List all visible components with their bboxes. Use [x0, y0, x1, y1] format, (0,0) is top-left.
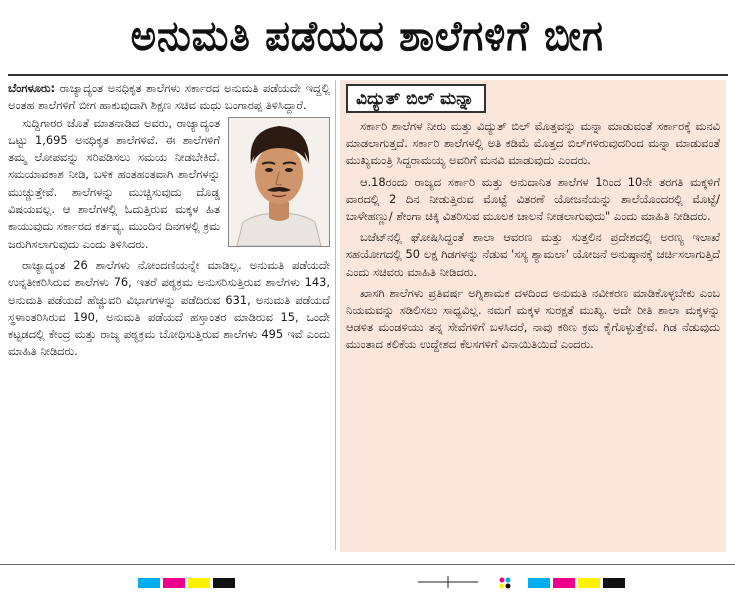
swatch-yellow [188, 578, 210, 588]
sidebar-box [340, 80, 726, 552]
swatch-black [213, 578, 235, 588]
box-paragraph-1: ಸರ್ಕಾರಿ ಶಾಲೆಗಳ ನೀರು ಮತ್ತು ವಿದ್ಯುತ್ ಬಿಲ್ ಮೊತ್ತವನ್ನು ಮನ್ನಾ ಮಾಡುವಂತೆ ಸರ್ಕಾರಕ್ಕೆ ಮನವಿ ಮಾಡಲಾಗುತ್ತದೆ. ಸರ್ಕಾರಿ ಶಾಲೆಗಳಲ್ಲಿ ಅತಿ ಕಡಿಮೆ ಮೊತ್ತದ ಬಿಲ್‌ಗಳಿರುವುದರಿಂದ ಮನ್ನಾ ಮಾಡುವಂತೆ ಮುಖ್ಯಮಂತ್ರಿ ಸಿದ್ದರಾಮಯ್ಯ ಅವರಿಗೆ ಮನವಿ ಮಾಡುವುದು ಎಂದರು. [346, 119, 720, 168]
box-paragraph-4: ಖಾಸಗಿ ಶಾಲೆಗಳು ಪ್ರತಿವರ್ಷ ಅಗ್ನಿಶಾಮಕ ದಳದಿಂದ ಅನುಮತಿ ನವೀಕರಣ ಮಾಡಿಕೊಳ್ಳಬೇಕು ಎಂಬ ನಿಯಮವನ್ನು ಸಡಿಲಿಸಲು ಸಾಧ್ಯವಿಲ್ಲ. ನಮಗೆ ಮಕ್ಕಳ ಸುರಕ್ಷತೆ ಮುಖ್ಯ. ಅದೇ ರೀತಿ ಶಾಲಾ ಮಕ್ಕಳನ್ನು ಆಡಳಿತ ಮಂಡಳಿಯು ತನ್ನ ಸೇವೆಗಳಿಗೆ ಬಳಸಿದರೆ, ನಾವು ಕಠಿಣ ಕ್ರಮ ಕೈಗೊಳ್ಳುತ್ತೇವೆ. ಗಿಡ ನೆಡುವುದು ಮುಂತಾದ ಕಲಿಕೆಯ ಉದ್ದೇಶದ ಕೆಲಸಗಳಿಗೆ ವಿನಾಯಿತಿಯಿದೆ ಎಂದರು. [346, 285, 720, 352]
dateline: ಬೆಂಗಳೂರು: [8, 81, 56, 95]
color-bar-left [138, 578, 238, 588]
swatch-magenta [553, 578, 575, 588]
column-divider [335, 80, 336, 550]
left-paragraph-3: ರಾಜ್ಯಾದ್ಯಂತ 26 ಶಾಲೆಗಳು ನೋಂದಣಿಯನ್ನೇ ಮಾಡಿಲ್ಲ. ಅನುಮತಿ ಪಡೆಯದೇ ಉನ್ನತೀಕರಿಸಿರುವ ಶಾಲೆಗಳು 76, ಇತರೆ ಪಠ್ಯಕ್ರಮ ಅನುಸರಿಸುತ್ತಿರುವ ಶಾಲೆಗಳು 143, ಅನುಮತಿ ಪಡೆಯದೆ ಹೆಚ್ಚುವರಿ ವಿಭಾಗಗಳನ್ನು ಪಡೆದಿರುವ 631, ಅನುಮತಿ ಪಡೆಯದೆ ಸ್ಥಳಾಂತರಿಸಿರುವ 190, ಅನುಮತಿ ಪಡೆಯದೆ ಹಸ್ತಾಂತರ ಮಾಡಿರುವ 15, ಒಂದೇ ಕಟ್ಟಡದಲ್ಲಿ ಕೇಂದ್ರ ಮತ್ತು ರಾಜ್ಯ ಪಠ್ಯಕ್ರಮ ಬೋಧಿಸುತ್ತಿರುವ ಶಾಲೆಗಳು 495 ಇವೆ ಎಂದು ಮಾಹಿತಿ ನೀಡಿದರು. [8, 257, 330, 359]
box-paragraph-2: ಆ.18ರಂದು ರಾಜ್ಯದ ಸರ್ಕಾರಿ ಮತ್ತು ಅನುದಾನಿತ ಶಾಲೆಗಳ 1ರಿಂದ 10ನೇ ತರಗತಿ ಮಕ್ಕಳಿಗೆ ವಾರದಲ್ಲಿ 2 ದಿನ ನೀಡುತ್ತಿರುವ ಮೊಟ್ಟೆ ವಿತರಣೆ ಯೋಜನೆಯನ್ನು ಶಾಲೆಯೊಂದರಲ್ಲಿ ಮೊಟ್ಟೆ/ ಬಾಳೇಹಣ್ಣು/ ಶೇಂಗಾ ಚಿಕ್ಕಿ ವಿತರಿಸುವ ಮೂಲಕ ಚಾಲನೆ ನೀಡಲಾಗುವುದು" ಎಂದು ಮಾಹಿತಿ ನೀಡಿದರು. [346, 174, 720, 224]
swatch-magenta [163, 578, 185, 588]
swatch-cyan [528, 578, 550, 588]
left-paragraph-2: ಸುದ್ದಿಗಾರರ ಜೊತೆ ಮಾತನಾಡಿದ ಅವರು, ರಾಜ್ಯಾದ್ಯಂತ ಒಟ್ಟು 1,695 ಅನಧಿಕೃತ ಶಾಲೆಗಳಿವೆ. ಈ ಶಾಲೆಗಳಿಗೆ ತಮ್ಮ ಲೋಪವನ್ನು ಸರಿಪಡಿಸಲು ಸಮಯ ನೀಡಬೇಕಿದೆ. ಸಮಯಾವಕಾಶ ನೀಡಿ, ಬಳಿಕ ಹಂತಹಂತವಾಗಿ ಶಾಲೆಗಳನ್ನು ಮುಚ್ಚುತ್ತೇವೆ. ಶಾಲೆಗಳನ್ನು ಮುಚ್ಚಿಸುವುದು ದೊಡ್ಡ ವಿಷಯವಲ್ಲ. ಆ ಶಾಲೆಗಳಲ್ಲಿ ಓದುತ್ತಿರುವ ಮಕ್ಕಳ ಹಿತ ಕಾಯುವುದು ಸರ್ಕಾರದ ಕರ್ತವ್ಯ. ಮುಂದಿನ ದಿನಗಳಲ್ಲಿ ಕ್ರಮ ಜರುಗಿಸಲಾಗುವುದು ಎಂದು ತಿಳಿಸಿದರು. [8, 115, 220, 251]
swatch-black [603, 578, 625, 588]
swatch-yellow [578, 578, 600, 588]
bottom-rule [0, 564, 735, 565]
headline: ಅನುಮತಿ ಪಡೆಯದ ಶಾಲೆಗಳಿಗೆ ಬೀಗ [130, 11, 605, 60]
color-bar-right [528, 578, 628, 588]
headline-rule [8, 74, 728, 76]
swatch-cyan [138, 578, 160, 588]
portrait-photo [228, 117, 330, 247]
left-paragraph-1-text: ರಾಜ್ಯಾದ್ಯಂತ ಅನಧಿಕೃತ ಶಾಲೆಗಳು ಸರ್ಕಾರದ ಅನುಮತಿ ಪಡೆಯದೇ ಇದ್ದಲ್ಲಿ ಅಂತಹ ಶಾಲೆಗಳಿಗೆ ಬೀಗ ಹಾಕುವುದಾಗಿ ಶಿಕ್ಷಣ ಸಚಿವ ಮಧು ಬಂಗಾರಪ್ಪ ತಿಳಿಸಿದ್ದಾರೆ. [8, 81, 330, 113]
left-column [8, 80, 330, 560]
color-dots-icon [498, 576, 512, 590]
box-subhead: ವಿದ್ಯುತ್ ಬಿಲ್ ಮನ್ನಾ [346, 84, 486, 113]
portrait-icon [229, 118, 329, 246]
box-paragraph-3: ಬಜೆಟ್‌ನಲ್ಲಿ ಘೋಷಿಸಿದ್ದಂತೆ ಶಾಲಾ ಆವರಣ ಮತ್ತು ಸುತ್ತಲಿನ ಪ್ರದೇಶದಲ್ಲಿ ಅರಣ್ಯ ಇಲಾಖೆ ಸಹಯೋಗದಲ್ಲಿ 50 ಲಕ್ಷ ಗಿಡಗಳನ್ನು ನೆಡುವ 'ಸಸ್ಯ ಶ್ಯಾಮಲಾ' ಯೋಜನೆ ಅನುಷ್ಠಾನಕ್ಕೆ ಚರ್ಚಿಸಲಾಗುತ್ತಿದೆ ಎಂದು ಸಚಿವರು ಮಾಹಿತಿ ನೀಡಿದರು. [346, 230, 720, 279]
registration-mark-icon [418, 576, 478, 588]
left-paragraph-1 [8, 80, 330, 115]
